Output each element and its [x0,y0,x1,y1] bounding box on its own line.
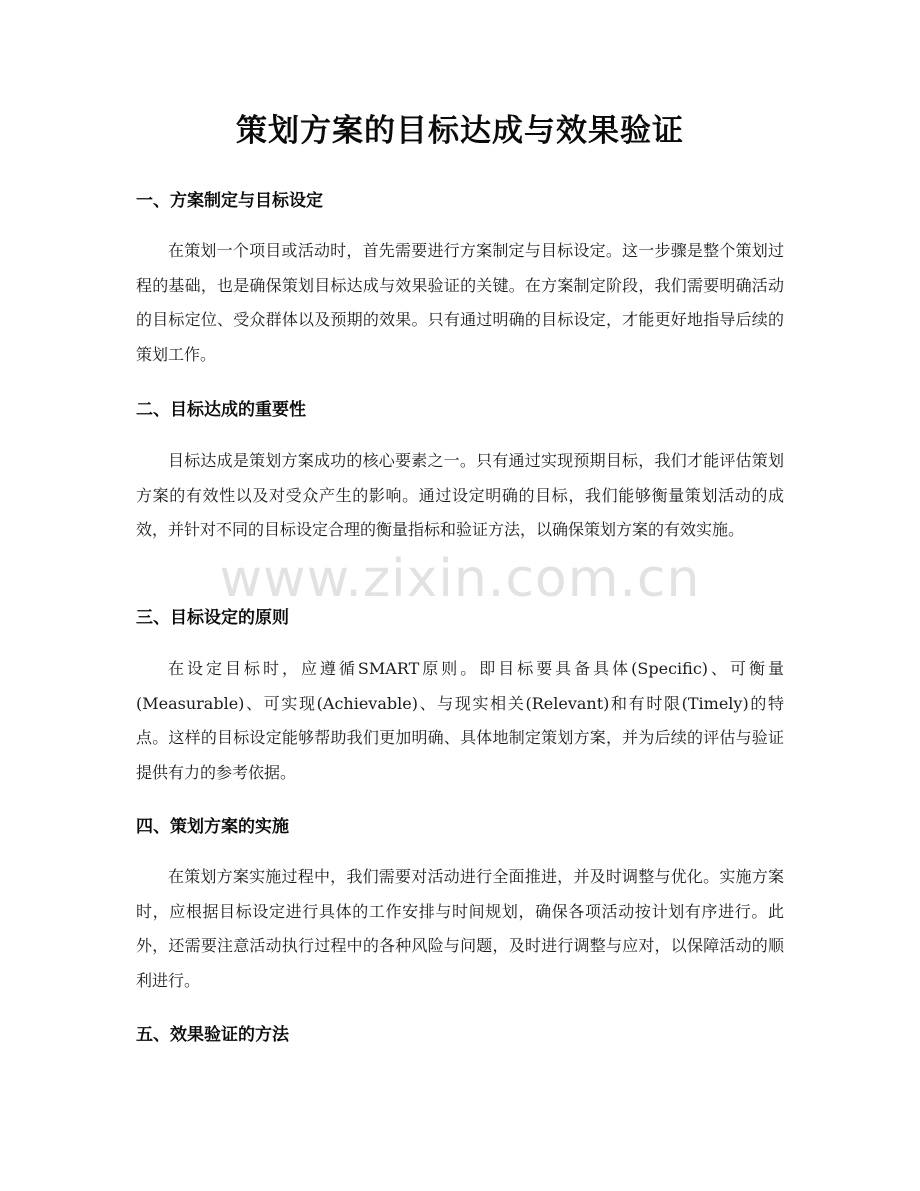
section-heading-1: 一、方案制定与目标设定 [136,191,323,211]
section-paragraph-1: 在策划一个项目或活动时，首先需要进行方案制定与目标设定。这一步骤是整个策划过程的基础，也是确保策划目标达成与效果验证的关键。在方案制定阶段，我们需要明确活动的目标定位、受众群体以及预期的效果。只有通过明确的目标设定，才能更好地指导后续的策划工作。 [136,241,784,364]
document-title: 策划方案的目标达成与效果验证 [236,113,684,149]
section-paragraph-2: 目标达成是策划方案成功的核心要素之一。只有通过实现预期目标，我们才能评估策划方案的有效性以及对受众产生的影响。通过设定明确的目标，我们能够衡量策划活动的成效，并针对不同的目标设定合理的衡量指标和验证方法，以确保策划方案的有效实施。 [136,451,784,540]
section-paragraph-4: 在策划方案实施过程中，我们需要对活动进行全面推进，并及时调整与优化。实施方案时，应根据目标设定进行具体的工作安排与时间规划，确保各项活动按计划有序进行。此外，还需要注意活动执行过程中的各种风险与问题，及时进行调整与应对，以保障活动的顺利进行。 [136,867,784,990]
section-heading-3: 三、目标设定的原则 [136,608,289,628]
section-heading-4: 四、策划方案的实施 [136,817,289,837]
watermark: www.zixin.com.cn [219,549,701,609]
section-heading-2: 二、目标达成的重要性 [136,400,306,420]
section-paragraph-3: 在设定目标时，应遵循SMART原则。即目标要具备具体(Specific)、可衡量(Measurable)、可实现(Achievable)、与现实相关(Relevant)和有时限(Timely)的特点。这样的目标设定能够帮助我们更加明确、具体地制定策划方案，并为后续的评估与验证提供有力的参考依据。 [136,659,784,782]
title-container [0,106,920,156]
section-heading-5: 五、效果验证的方法 [136,1025,289,1045]
